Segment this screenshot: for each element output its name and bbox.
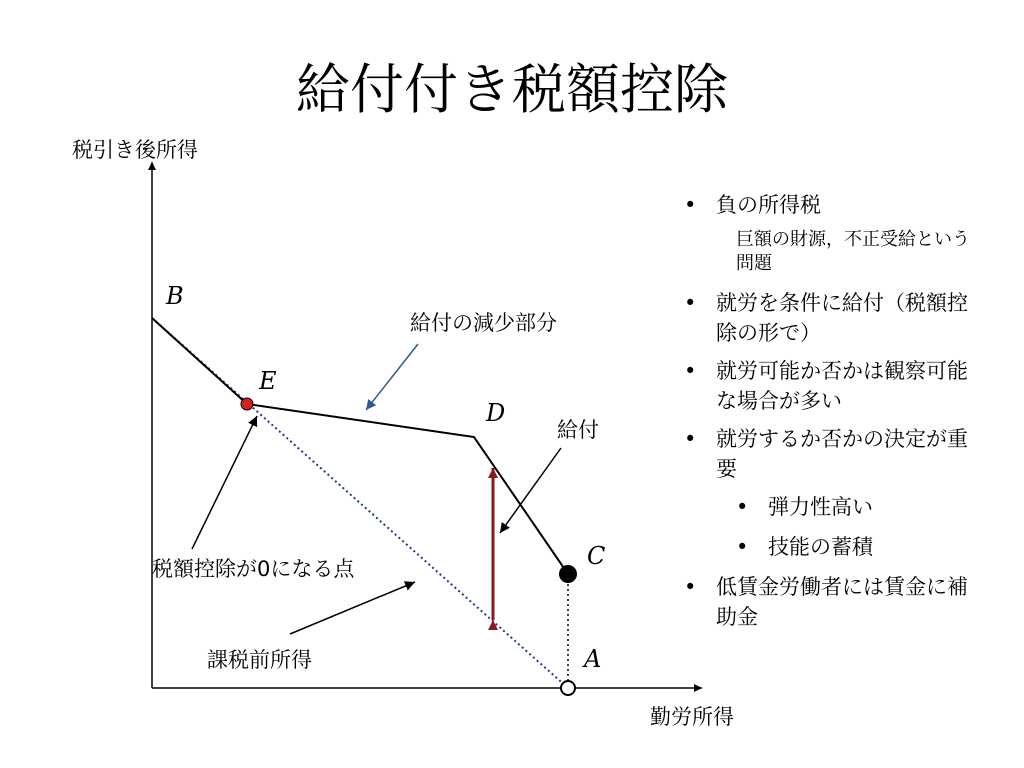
x-axis-label: 勤労所得: [650, 705, 734, 729]
pretax-income-label: 課税前所得: [207, 648, 312, 672]
bullet-sub-note: 巨額の財源，不正受給という問題: [736, 229, 970, 274]
point-c-label: C: [587, 542, 606, 570]
bullet-item: • 就労するか否かの決定が重要: [680, 424, 980, 484]
point-a-label: A: [584, 645, 602, 673]
pretax-income-pointer: [290, 582, 415, 634]
point-e-marker: [241, 398, 253, 410]
credit-zero-pointer: [192, 416, 257, 549]
after-tax-income-line: [152, 318, 568, 574]
benefit-decrease-label: 給付の減少部分: [410, 311, 557, 335]
bullet-item: • 就労可能か否かは観察可能な場合が多い: [680, 356, 980, 416]
y-axis-label: 税引き後所得: [72, 138, 198, 162]
bullet-subitem: • 弾力性高い: [680, 492, 980, 522]
bullet-subitem: • 技能の蓄積: [680, 532, 980, 562]
point-b-label: B: [166, 282, 184, 310]
point-d-label: D: [486, 399, 506, 427]
bullet-list: [680, 190, 980, 640]
bullet-item: • 就労を条件に給付（税額控除の形で）: [680, 288, 980, 348]
benefit-decrease-pointer: [366, 344, 418, 410]
point-e-label: E: [259, 367, 277, 395]
bullet-item: • 低賃金労働者には賃金に補助金: [680, 572, 980, 632]
credit-zero-label: 税額控除が0になる点: [152, 557, 355, 581]
bullet-item: • 負の所得税: [680, 190, 980, 220]
benefit-label: 給付: [557, 418, 599, 442]
point-c-marker: [559, 565, 577, 583]
slide-title: 給付付き税額控除: [296, 58, 728, 121]
point-a-marker: [561, 681, 575, 695]
